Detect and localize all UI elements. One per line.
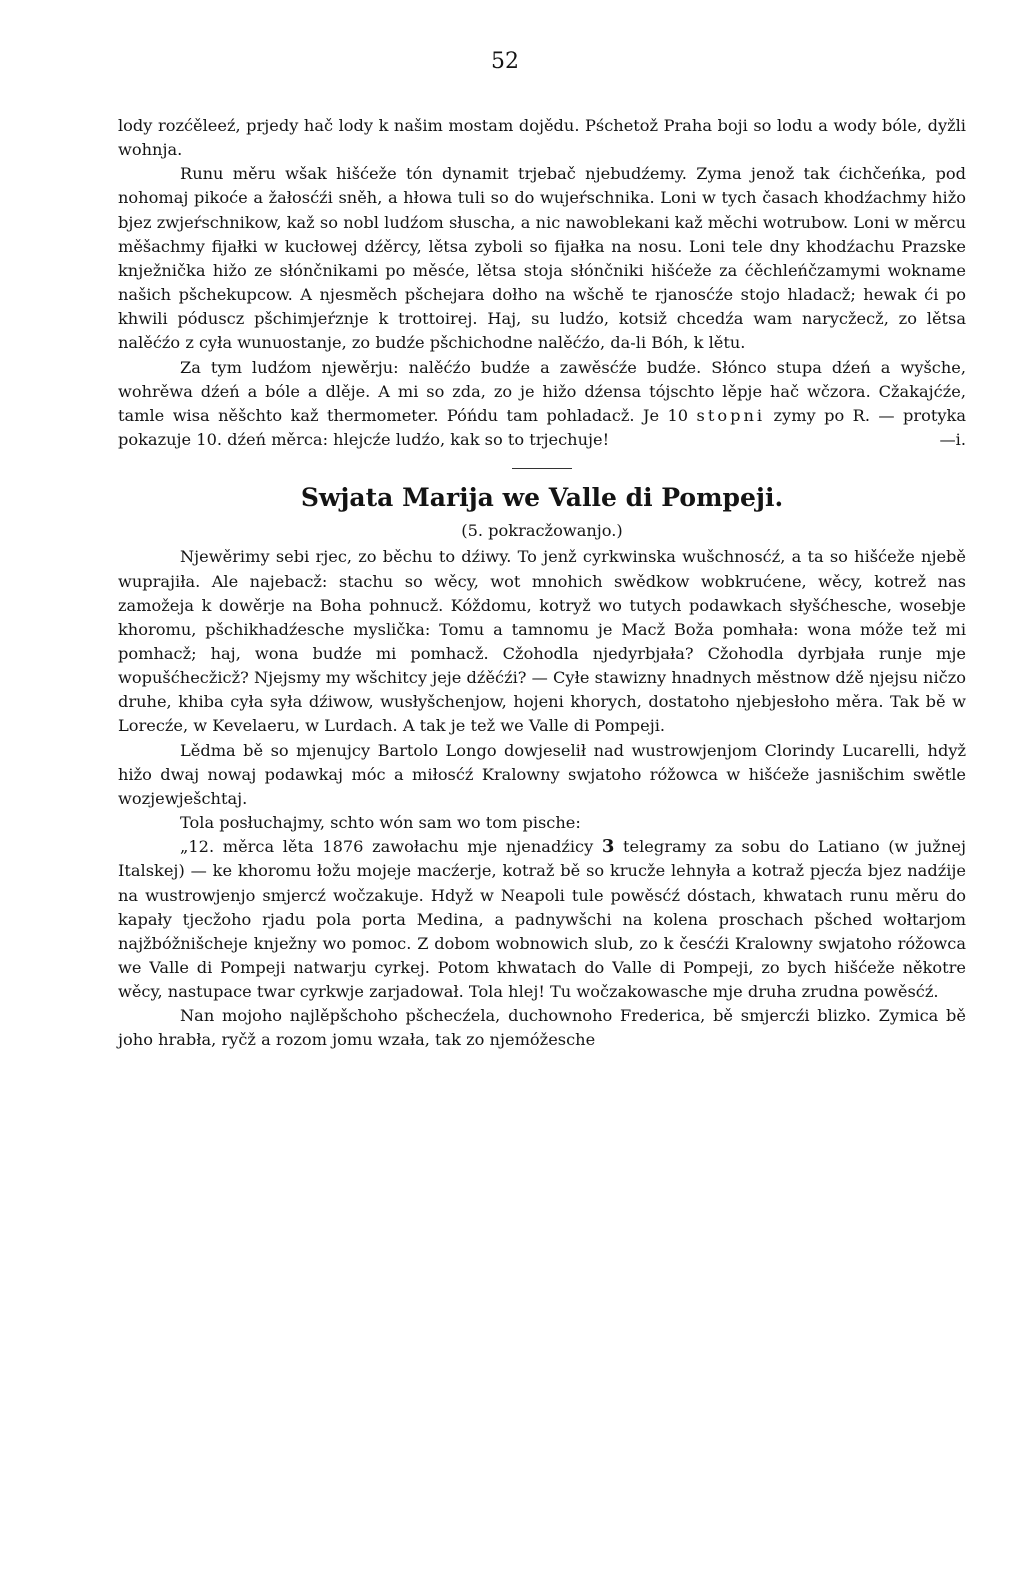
paragraph-text: zymy po R. — protyka pokazuje 10. dźeń měrca: hlejcźe ludźo, kak so to trjechuje! (118, 405, 966, 450)
author-signature: —i. (939, 430, 966, 450)
paragraph-text: „12. měrca lěta 1876 zawołachu mje njenadźicy (180, 837, 594, 857)
paragraph: Nan mojoho najlěpšchoho pšchecźela, duchownoho Frederica, bě smjercźi blizko. Zymica bě joho hrabła, ryčž a rozom jomu wzała, tak zo njemóžesche (118, 1006, 966, 1050)
paragraph: Tola posłuchajmy, schto wón sam wo tom pische: (180, 813, 581, 833)
article-subtitle: (5. pokracžowanjo.) (461, 521, 623, 541)
paragraph-continued: lody rozćěleeź, prjedy hač lody k našim mostam dojědu. Pśchetož Praha boji so lodu a wody bóle, dyžli wohnja. (118, 116, 966, 160)
article-title: Swjata Marija we Valle di Pompeji. (300, 483, 784, 513)
text-column (118, 114, 966, 1053)
section-divider (512, 468, 572, 469)
paragraph-text: Za tym ludźom njewěrju: nalěćźo budźe a zawěsćźe budźe. Słónco stupa dźeń a wyšche, wohrěwa dźeń a bóle a dlěje. A mi so zda, zo je hižo dźensa tójschto lěpje hač wčzora. Cžakajćźe, tamle wisa něšchto kaž thermometer. Póńdu tam pohladacž. Je 10 (118, 357, 966, 425)
page-number: 52 (491, 49, 519, 74)
spaced-word: stopni (696, 405, 766, 425)
numeral: 3 (601, 836, 615, 858)
paragraph: Lědma bě so mjenujcy Bartolo Longo dowjeselił nad wustrowjenjom Clorindy Lucarelli, hdyž hižo dwaj nowaj podawkaj móc a miłosćź Kralowny swjatoho róžowca w hišćeže jasnišchim swětle wozjewješchtaj. (118, 740, 966, 808)
paragraph (118, 356, 966, 453)
paragraph: Njewěrimy sebi rjec, zo běchu to dźiwy. To jenž cyrkwinska wušchnosćź, a ta so hišćeže njebě wuprajiła. Ale najebacž: stachu so wěcy, wot mnohich swědkow wobkrućene, wěcy, kotrež nas zamožeja k dowěrje na Boha pohnucž. Kóždomu, kotryž wo tutych podawkach słyšćhesche, wosebje khoromu, pšchikhadźesche myslička: Tomu a tamnomu je Macž Boža pomhała: wona móže tež mi pomhacž; haj, wona budźe mi pomhacž. Cžohodla njedyrbjała? Cžohodla dyrbjała runje mje wopušćhecžicž? Njejsmy my wšchitcy jeje dźěćźi? — Cyłe stawizny hnadnych městnow dźě njejsu ničzo druhe, khiba cyła syła dźiwow, wusłyšchenjow, hojeni khorych, dostatoho njebjesłoho měra. Tak bě w Lorecźe, w Kevelaeru, w Lurdach. A tak je tež we Valle di Pompeji. (118, 547, 966, 736)
quote-paragraph (118, 835, 966, 1004)
paragraph-text: telegramy za sobu do Latiano (w južnej Italskej) — ke khoromu łožu mojeje macźerje, kotraž bě so krucže lehnyła a kotraž pjecźa bjez nadźije na wustrowjenjo smjercź wočzakuje. Hdyž w Neapoli tule powěsćź dóstach, khwatach runu měru do kapały tjecžoho rjadu pola porta Medina, a padnywšchi na kolena proschach pšched wołtarjom najžbóžnišcheje knježny wo pomoc. Z dobom wobnowich slub, zo k česćźi Kralowny swjatoho róžowca we Valle di Pompeji natwarju cyrkej. Potom khwatach do Valle di Pompeji, zo bych hišćeže někotre wěcy, nastupace twar cyrkwje zarjadował. Tola hlej! Tu wočzakowasche mje druha zrudna powěsćź. (118, 837, 966, 1002)
paragraph: Runu měru wšak hišćeže tón dynamit trjebač njebudźemy. Zyma jenož tak ćichčeńka, pod nohomaj pikoće a žałosćźi sněh, a hłowa tuli so do wujeŕschnika. Loni w tych časach khodźachmy hižo bjez zwjeŕschnikow, kaž so nobl ludźom słuscha, a nic nawoblekani kaž měchi wotrubow. Loni w měrcu měšachmy fijałki w kucłowej dźěrcy, lětsa zyboli so fijałka na nosu. Loni tele dny khodźachu Prazske knježnička hižo ze słónčnikami po měsće, lětsa stoja słónčniki hišćeže za ćěchleńčzamymi wokname našich pšchekupcow. A njesměch pšchejara dołho na wšchě te rjanosćźe stojo hladacž; hewak ći po khwili póduscz pšchimjeŕznje k trottoirej. Haj, su ludźo, kotsiž chcedźa wam narycžecž, zo lětsa nalěćźo z cyła wunuostanje, zo budźe pšchichodne nalěćźo, da-li Bóh, k lětu. (118, 164, 966, 353)
